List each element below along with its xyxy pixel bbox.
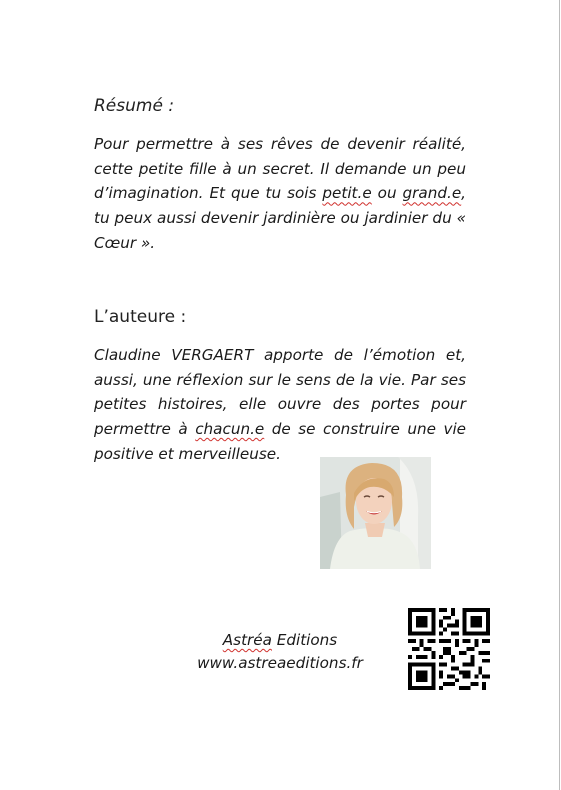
resume-word-grand: grand.e: [402, 184, 462, 203]
publisher-name-part2: Editions: [271, 631, 338, 649]
author-heading: L’auteure :: [94, 307, 187, 327]
author-portrait: [320, 457, 431, 569]
author-text-2: de se construire une vie positive et merveilleuse.: [94, 420, 467, 463]
publisher-name: [170, 629, 390, 651]
author-text-1: Claudine VERGAERT apporte de l’émotion et, aussi, une réflexion sur le sens de la vie. Par ses petites histoires, elle ouvre des portes pour permettre à: [94, 346, 466, 439]
resume-heading: Résumé :: [94, 96, 175, 116]
resume-text-3: , tu peux aussi devenir jardinière ou jardinier du « Cœur ».: [94, 184, 466, 252]
page-edge: [559, 0, 560, 790]
publisher-name-part1: Astréa: [222, 631, 272, 649]
resume-word-petit: petit.e: [322, 184, 372, 203]
resume-text-1: Pour permettre à ses rêves de devenir réalité, cette petite fille à un secret. Il demande un peu d’imagination. Et que tu sois: [94, 135, 466, 203]
publisher-url[interactable]: www.astreaeditions.fr: [197, 654, 363, 672]
author-portrait-drawing: [320, 457, 431, 569]
resume-text-2: ou: [371, 184, 403, 203]
qr-code-icon[interactable]: [408, 608, 490, 690]
author-paragraph: [94, 343, 466, 467]
author-word-chacun: chacun.e: [195, 420, 265, 439]
resume-paragraph: [94, 132, 466, 256]
